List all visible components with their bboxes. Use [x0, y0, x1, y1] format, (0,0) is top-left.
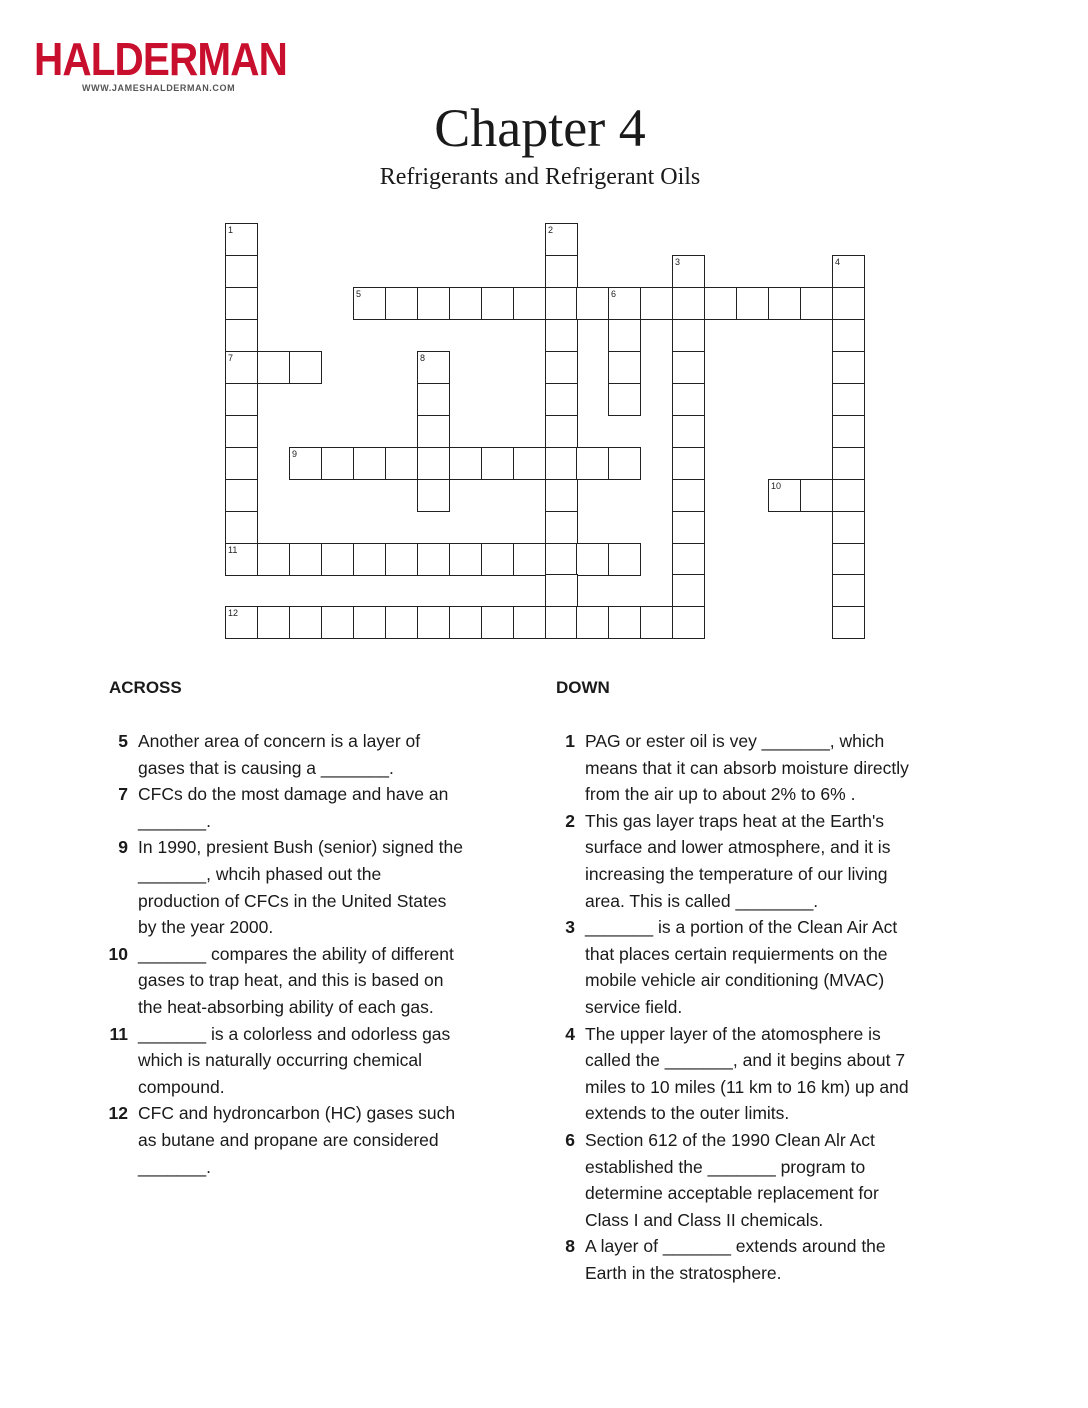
down-clue [551, 1233, 981, 1286]
crossword-cell[interactable] [576, 543, 609, 576]
cell-number: 12 [228, 608, 239, 618]
clue-text-line: _______. [138, 810, 211, 831]
crossword-cell[interactable] [672, 383, 705, 416]
clue-text-line: Class I and Class II chemicals. [585, 1209, 824, 1230]
crossword-cell[interactable] [576, 447, 609, 480]
crossword-cell[interactable] [545, 351, 578, 384]
clue-text-line: Earth in the stratosphere. [585, 1262, 782, 1283]
clue-number: 11 [109, 1023, 128, 1044]
crossword-cell[interactable] [225, 543, 258, 576]
down-clue [551, 914, 981, 1020]
down-clue [551, 728, 981, 808]
crossword-cell[interactable] [417, 543, 450, 576]
crossword-cell[interactable] [257, 351, 290, 384]
crossword-cell[interactable] [608, 606, 641, 639]
crossword-cell[interactable] [640, 606, 673, 639]
crossword-cell[interactable] [225, 415, 258, 448]
clue-number: 5 [118, 731, 128, 751]
clue-number: 1 [565, 731, 575, 751]
crossword-cell[interactable] [225, 287, 258, 320]
cell-number: 5 [356, 289, 362, 299]
crossword-cell[interactable] [225, 319, 258, 352]
crossword-cell[interactable] [321, 543, 354, 576]
across-heading: ACROSS [109, 678, 182, 697]
crossword-cell[interactable] [225, 479, 258, 512]
crossword-cell[interactable] [576, 287, 609, 320]
crossword-cell[interactable] [353, 606, 386, 639]
crossword-cell[interactable] [832, 543, 865, 576]
clue-text-line: surface and lower atmosphere, and it is [585, 837, 891, 858]
across-clue [104, 834, 524, 940]
crossword-cell[interactable] [353, 447, 386, 480]
clue-text-line: extends to the outer limits. [585, 1103, 790, 1124]
page-subtitle: Refrigerants and Refrigerant Oils [379, 164, 701, 190]
crossword-cell[interactable] [608, 319, 641, 352]
crossword-cell[interactable] [608, 543, 641, 576]
down-clue [551, 808, 981, 914]
crossword-cell[interactable] [225, 511, 258, 544]
crossword-cell[interactable] [321, 606, 354, 639]
crossword-cell[interactable] [672, 415, 705, 448]
crossword-cell[interactable] [545, 511, 578, 544]
crossword-cell[interactable] [832, 479, 865, 512]
clue-text-line: from the air up to about 2% to 6% . [585, 784, 856, 805]
crossword-cell[interactable] [672, 511, 705, 544]
across-clue [104, 1021, 524, 1101]
clue-text-line: which is naturally occurring chemical [138, 1050, 422, 1071]
clue-text-line: as butane and propane are considered [138, 1129, 439, 1150]
crossword-cell[interactable] [385, 543, 418, 576]
across-clue-list [104, 728, 524, 1180]
crossword-cell[interactable] [545, 255, 578, 288]
clue-text-line: mobile vehicle air conditioning (MVAC) [585, 970, 885, 991]
crossword-cell[interactable] [353, 543, 386, 576]
crossword-cell[interactable] [545, 574, 578, 607]
crossword-cell[interactable] [513, 543, 546, 576]
down-heading: DOWN [556, 678, 610, 697]
across-clue [104, 728, 524, 781]
crossword-cell[interactable] [672, 255, 705, 288]
clue-text-line: gases that is causing a _______. [138, 757, 394, 778]
crossword-cell[interactable] [449, 447, 482, 480]
crossword-cell[interactable] [481, 606, 514, 639]
cell-number: 9 [292, 449, 298, 459]
crossword-cell[interactable] [672, 351, 705, 384]
crossword-cell[interactable] [289, 606, 322, 639]
cell-number: 6 [611, 289, 617, 299]
clue-text-line: This gas layer traps heat at the Earth's [585, 810, 885, 831]
crossword-cell[interactable] [289, 351, 322, 384]
crossword-cell[interactable] [513, 606, 546, 639]
crossword-cell[interactable] [832, 287, 865, 320]
clue-number: 12 [108, 1103, 128, 1124]
crossword-cell[interactable] [608, 447, 641, 480]
clue-text-line: compound. [138, 1076, 225, 1097]
clue-text-line: by the year 2000. [138, 917, 274, 938]
crossword-cell[interactable] [417, 479, 450, 512]
clue-text-line: PAG or ester oil is vey _______, which [585, 731, 885, 751]
clue-text-line: A layer of _______ extends around the [585, 1236, 886, 1257]
across-clue [104, 1100, 524, 1180]
crossword-cell[interactable] [704, 287, 737, 320]
crossword-cell[interactable] [800, 287, 833, 320]
clue-text-line: _______, whcih phased out the [138, 863, 382, 884]
crossword-cell[interactable] [289, 543, 322, 576]
crossword-cell[interactable] [832, 351, 865, 384]
crossword-cell[interactable] [417, 447, 450, 480]
clue-text-line: service field. [585, 996, 683, 1017]
crossword-cell[interactable] [225, 351, 258, 384]
clue-text-line: called the _______, and it begins about 7 [585, 1050, 906, 1071]
across-clue [104, 941, 524, 1021]
down-clue [551, 1127, 981, 1233]
clue-text-line: _______. [138, 1156, 211, 1177]
clue-text-line: established the _______ program to [585, 1156, 866, 1177]
crossword-cell[interactable] [672, 447, 705, 480]
crossword-cell[interactable] [225, 447, 258, 480]
crossword-cell[interactable] [417, 351, 450, 384]
crossword-cell[interactable] [513, 287, 546, 320]
across-clue [104, 781, 524, 834]
crossword-cell[interactable] [225, 255, 258, 288]
clue-text-line: In 1990, presient Bush (senior) signed the [138, 837, 463, 858]
clue-text-line: gases to trap heat, and this is based on [138, 970, 444, 991]
crossword-grid [0, 0, 1088, 660]
crossword-cell[interactable] [832, 511, 865, 544]
crossword-cell[interactable] [257, 606, 290, 639]
crossword-cell[interactable] [257, 543, 290, 576]
crossword-cell[interactable] [832, 383, 865, 416]
crossword-cell[interactable] [832, 447, 865, 480]
crossword-cell[interactable] [736, 287, 769, 320]
clue-text-line: CFCs do the most damage and have an [138, 784, 449, 805]
logo-wordmark: HALDERMAN [34, 33, 287, 85]
crossword-cell[interactable] [545, 479, 578, 512]
clue-text-line: increasing the temperature of our living [585, 863, 888, 884]
clue-number: 9 [118, 837, 128, 858]
crossword-cell[interactable] [545, 287, 578, 320]
crossword-cell[interactable] [289, 447, 322, 480]
clue-number: 3 [565, 917, 575, 938]
crossword-cell[interactable] [513, 447, 546, 480]
logo-url: WWW.JAMESHALDERMAN.COM [82, 83, 236, 93]
crossword-cell[interactable] [576, 606, 609, 639]
crossword-cell[interactable] [608, 287, 641, 320]
crossword-cell[interactable] [672, 287, 705, 320]
clue-text-line: area. This is called ________. [585, 890, 819, 911]
crossword-cell[interactable] [768, 479, 801, 512]
clue-text-line: _______ compares the ability of different [138, 943, 454, 964]
cell-number: 10 [771, 481, 782, 491]
clue-number: 10 [108, 943, 128, 964]
crossword-cell[interactable] [672, 606, 705, 639]
clue-text-line: Section 612 of the 1990 Clean Alr Act [585, 1129, 875, 1150]
crossword-cell[interactable] [545, 415, 578, 448]
crossword-cell[interactable] [545, 383, 578, 416]
crossword-cell[interactable] [832, 319, 865, 352]
crossword-cell[interactable] [481, 447, 514, 480]
crossword-cell[interactable] [481, 287, 514, 320]
clue-text-line: means that it can absorb moisture directly [585, 757, 909, 778]
crossword-cell[interactable] [832, 255, 865, 288]
clue-number: 8 [565, 1236, 575, 1257]
crossword-cell[interactable] [417, 606, 450, 639]
clue-text-line: the heat-absorbing ability of each gas. [138, 996, 434, 1017]
crossword-cell[interactable] [832, 574, 865, 607]
crossword-cell[interactable] [672, 574, 705, 607]
crossword-cell[interactable] [832, 415, 865, 448]
clue-text-line: determine acceptable replacement for [585, 1183, 879, 1204]
clue-number: 7 [118, 784, 128, 805]
crossword-cell[interactable] [385, 447, 418, 480]
cell-number: 1 [228, 225, 234, 235]
clue-number: 4 [565, 1023, 575, 1044]
crossword-cell[interactable] [385, 606, 418, 639]
page-title: Chapter 4 [434, 98, 646, 158]
crossword-cell[interactable] [225, 606, 258, 639]
cell-number: 7 [228, 353, 234, 363]
crossword-cell[interactable] [417, 415, 450, 448]
cell-number: 8 [420, 353, 426, 363]
crossword-cell[interactable] [832, 606, 865, 639]
crossword-cell[interactable] [225, 223, 258, 256]
crossword-cell[interactable] [545, 223, 578, 256]
crossword-cell[interactable] [545, 606, 578, 639]
crossword-cell[interactable] [768, 287, 801, 320]
crossword-cell[interactable] [545, 319, 578, 352]
cell-number: 3 [675, 257, 681, 267]
crossword-cell[interactable] [481, 543, 514, 576]
crossword-cell[interactable] [640, 287, 673, 320]
clue-text-line: _______ is a portion of the Clean Air Act [585, 917, 898, 938]
clue-text-line: miles to 10 miles (11 km to 16 km) up and [585, 1076, 909, 1097]
clue-text-line: CFC and hydroncarbon (HC) gases such [138, 1103, 456, 1124]
crossword-cell[interactable] [672, 479, 705, 512]
crossword-cell[interactable] [545, 447, 578, 480]
clue-number: 6 [565, 1129, 575, 1150]
cell-number: 4 [835, 257, 841, 267]
crossword-cell[interactable] [800, 479, 833, 512]
crossword-cell[interactable] [672, 319, 705, 352]
crossword-cell[interactable] [385, 287, 418, 320]
crossword-cell[interactable] [449, 606, 482, 639]
crossword-cell[interactable] [608, 383, 641, 416]
crossword-cell[interactable] [672, 543, 705, 576]
down-clue-list [551, 728, 981, 1286]
clue-text-line: that places certain requierments on the [585, 943, 888, 964]
clue-text-line: The upper layer of the atomosphere is [585, 1023, 881, 1044]
clue-text-line: _______ is a colorless and odorless gas [138, 1023, 451, 1044]
clue-number: 2 [565, 810, 575, 831]
cell-number: 2 [548, 225, 554, 235]
crossword-cell[interactable] [545, 543, 578, 576]
cell-number: 11 [228, 545, 238, 555]
crossword-cell[interactable] [449, 543, 482, 576]
down-clue [551, 1021, 981, 1127]
crossword-cell[interactable] [417, 383, 450, 416]
clue-text-line: Another area of concern is a layer of [138, 731, 421, 751]
clue-text-line: production of CFCs in the United States [138, 890, 447, 911]
crossword-cell[interactable] [608, 351, 641, 384]
crossword-cell[interactable] [353, 287, 386, 320]
crossword-cell[interactable] [321, 447, 354, 480]
crossword-cell[interactable] [449, 287, 482, 320]
crossword-cell[interactable] [417, 287, 450, 320]
crossword-cell[interactable] [225, 383, 258, 416]
